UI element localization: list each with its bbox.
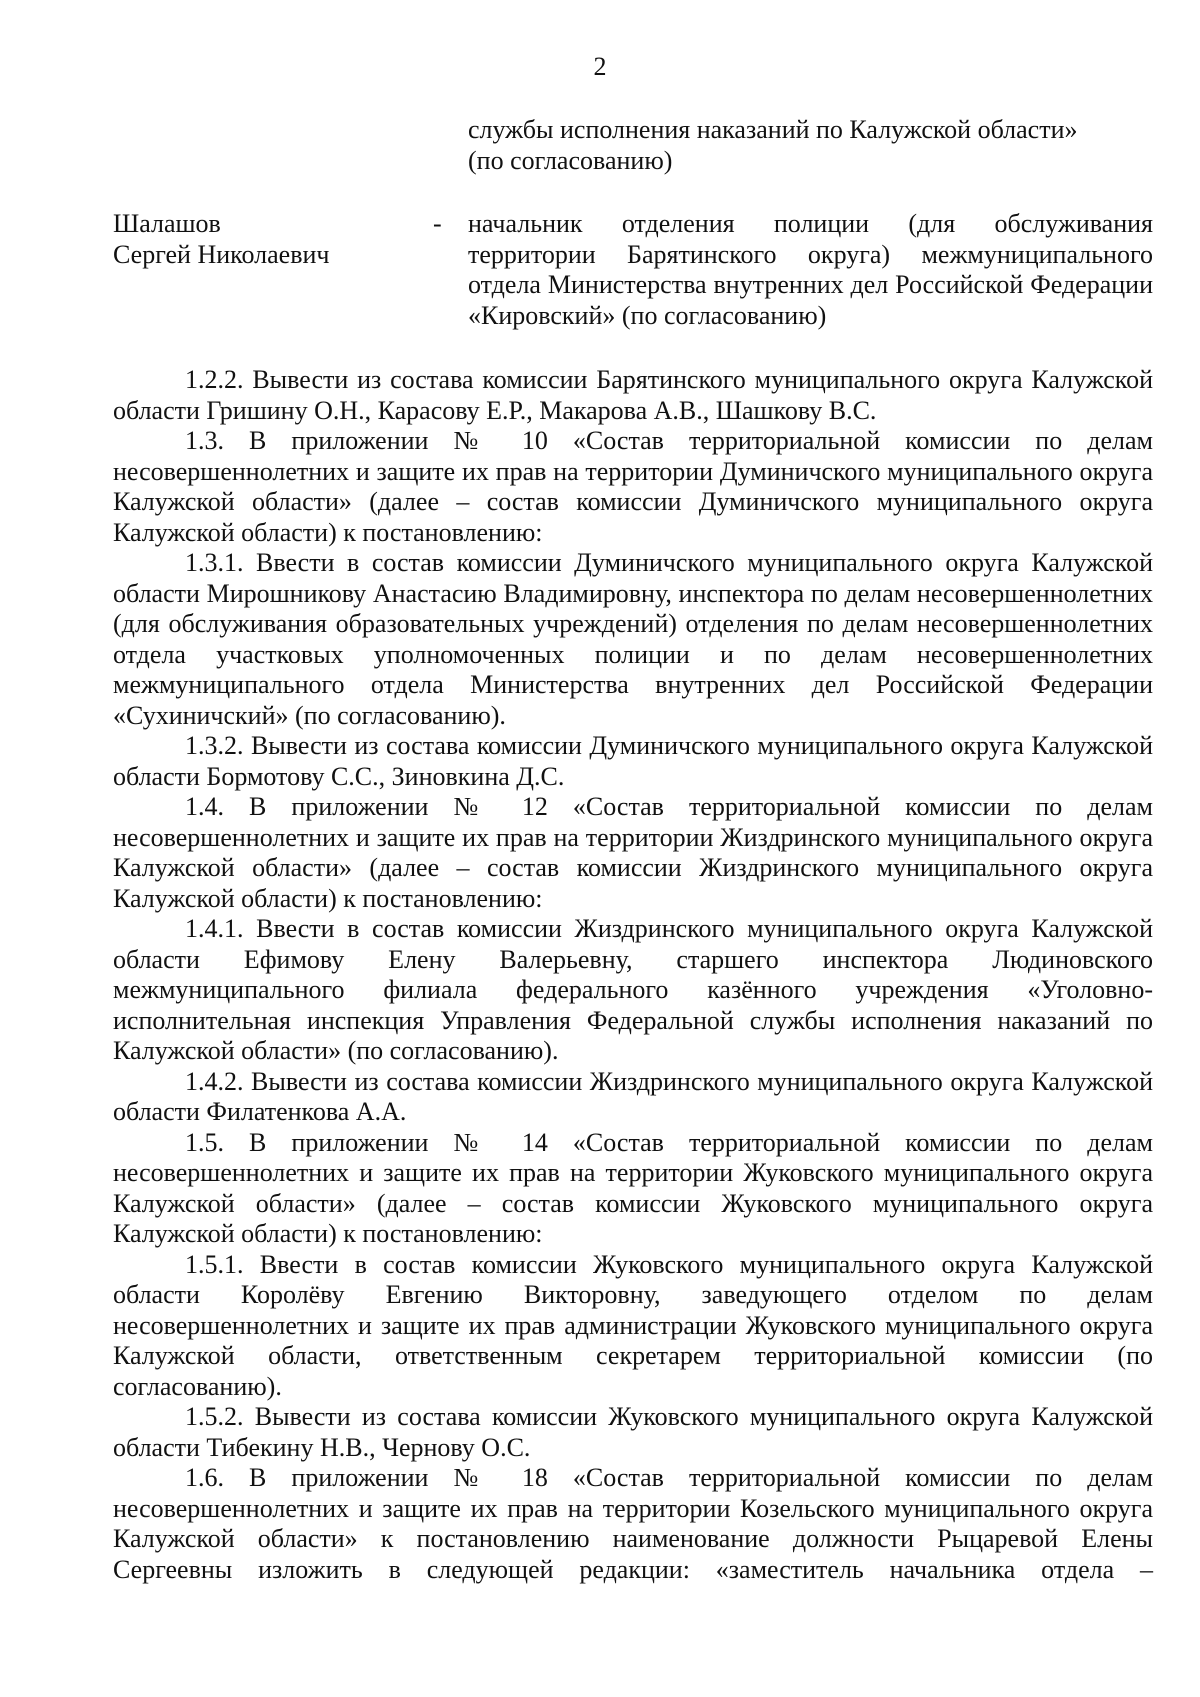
continuation-line: (по согласованию) bbox=[468, 145, 673, 175]
paragraph-1-5-1: 1.5.1. Ввести в состав комиссии Жуковского муниципального округа Калужской области Королёву Евгению Викторовну, заведующего отделом по делам несовершеннолетних и защите их прав администрации Жуковского муниципального округа Калужской области, ответственным секретарем территориальной комиссии (по согласованию). bbox=[113, 1249, 1153, 1401]
paragraph-1-2-2: 1.2.2. Вывести из состава комиссии Барятинского муниципального округа Калужской области Гришину О.Н., Карасову Е.Р., Макарова А.В., Шашкову В.С. bbox=[113, 365, 1153, 425]
paragraph-1-4: 1.4. В приложении № 12 «Состав территориальной комиссии по делам несовершеннолетних и защите их прав на территории Жиздринского муниципального округа Калужской области» (далее – состав комиссии Жиздринского муниципального округа Калужской области) к постановлению: bbox=[113, 792, 1153, 913]
member-surname: Шалашов bbox=[113, 209, 221, 238]
paragraph-1-5-2: 1.5.2. Вывести из состава комиссии Жуковского муниципального округа Калужской области Тибекину Н.В., Чернову О.С. bbox=[113, 1402, 1153, 1462]
paragraph-1-4-1: 1.4.1. Ввести в состав комиссии Жиздринского муниципального округа Калужской области Ефимову Елену Валерьевну, старшего инспектора Людиновского межмуниципального филиала федерального казённого учреждения «Уголовно-исполнительная инспекция Управления Федеральной службы исполнения наказаний по Калужской области» (по согласованию). bbox=[113, 914, 1153, 1065]
member-position: начальник отделения полиции (для обслуживания территории Барятинского округа) межмуниципального отдела Министерства внутренних дел Российской Федерации «Кировский» (по согласованию) bbox=[468, 209, 1153, 330]
continuation-block bbox=[468, 115, 1153, 176]
paragraph-1-3-1: 1.3.1. Ввести в состав комиссии Думиничского муниципального округа Калужской области Мирошникову Анастасию Владимировну, инспектора по делам несовершеннолетних (для обслуживания образовательных учреждений) отделения по делам несовершеннолетних отдела участковых уполномоченных полиции и по делам несовершеннолетних межмуниципального отдела Министерства внутренних дел Российской Федерации «Сухиничский» (по согласованию). bbox=[113, 548, 1153, 730]
paragraph-1-5: 1.5. В приложении № 14 «Состав территориальной комиссии по делам несовершеннолетних и защите их прав на территории Жуковского муниципального округа Калужской области» (далее – состав комиссии Жуковского муниципального округа Калужской области) к постановлению: bbox=[113, 1127, 1153, 1248]
paragraph-1-3-2: 1.3.2. Вывести из состава комиссии Думиничского муниципального округа Калужской области Бормотову С.С., Зиновкина Д.С. bbox=[113, 731, 1153, 791]
paragraph-1-4-2: 1.4.2. Вывести из состава комиссии Жиздринского муниципального округа Калужской области Филатенкова А.А. bbox=[113, 1066, 1153, 1126]
member-first-name: Сергей Николаевич bbox=[113, 239, 330, 269]
paragraph-1-6: 1.6. В приложении № 18 «Состав территориальной комиссии по делам несовершеннолетних и защите их прав на территории Козельского муниципального округа Калужской области» к постановлению наименование должности Рыцаревой Елены Сергеевны изложить в следующей редакции: «заместитель начальника отдела – bbox=[113, 1463, 1153, 1584]
continuation-line: службы исполнения наказаний по Калужской области» bbox=[468, 115, 1078, 144]
member-name bbox=[113, 209, 413, 270]
paragraph-1-3: 1.3. В приложении № 10 «Состав территориальной комиссии по делам несовершеннолетних и защите их прав на территории Думиничского муниципального округа Калужской области» (далее – состав комиссии Думиничского муниципального округа Калужской области) к постановлению: bbox=[113, 426, 1153, 547]
page-number: 2 bbox=[593, 52, 607, 81]
document-body bbox=[113, 365, 1153, 1585]
member-dash: - bbox=[433, 209, 442, 238]
